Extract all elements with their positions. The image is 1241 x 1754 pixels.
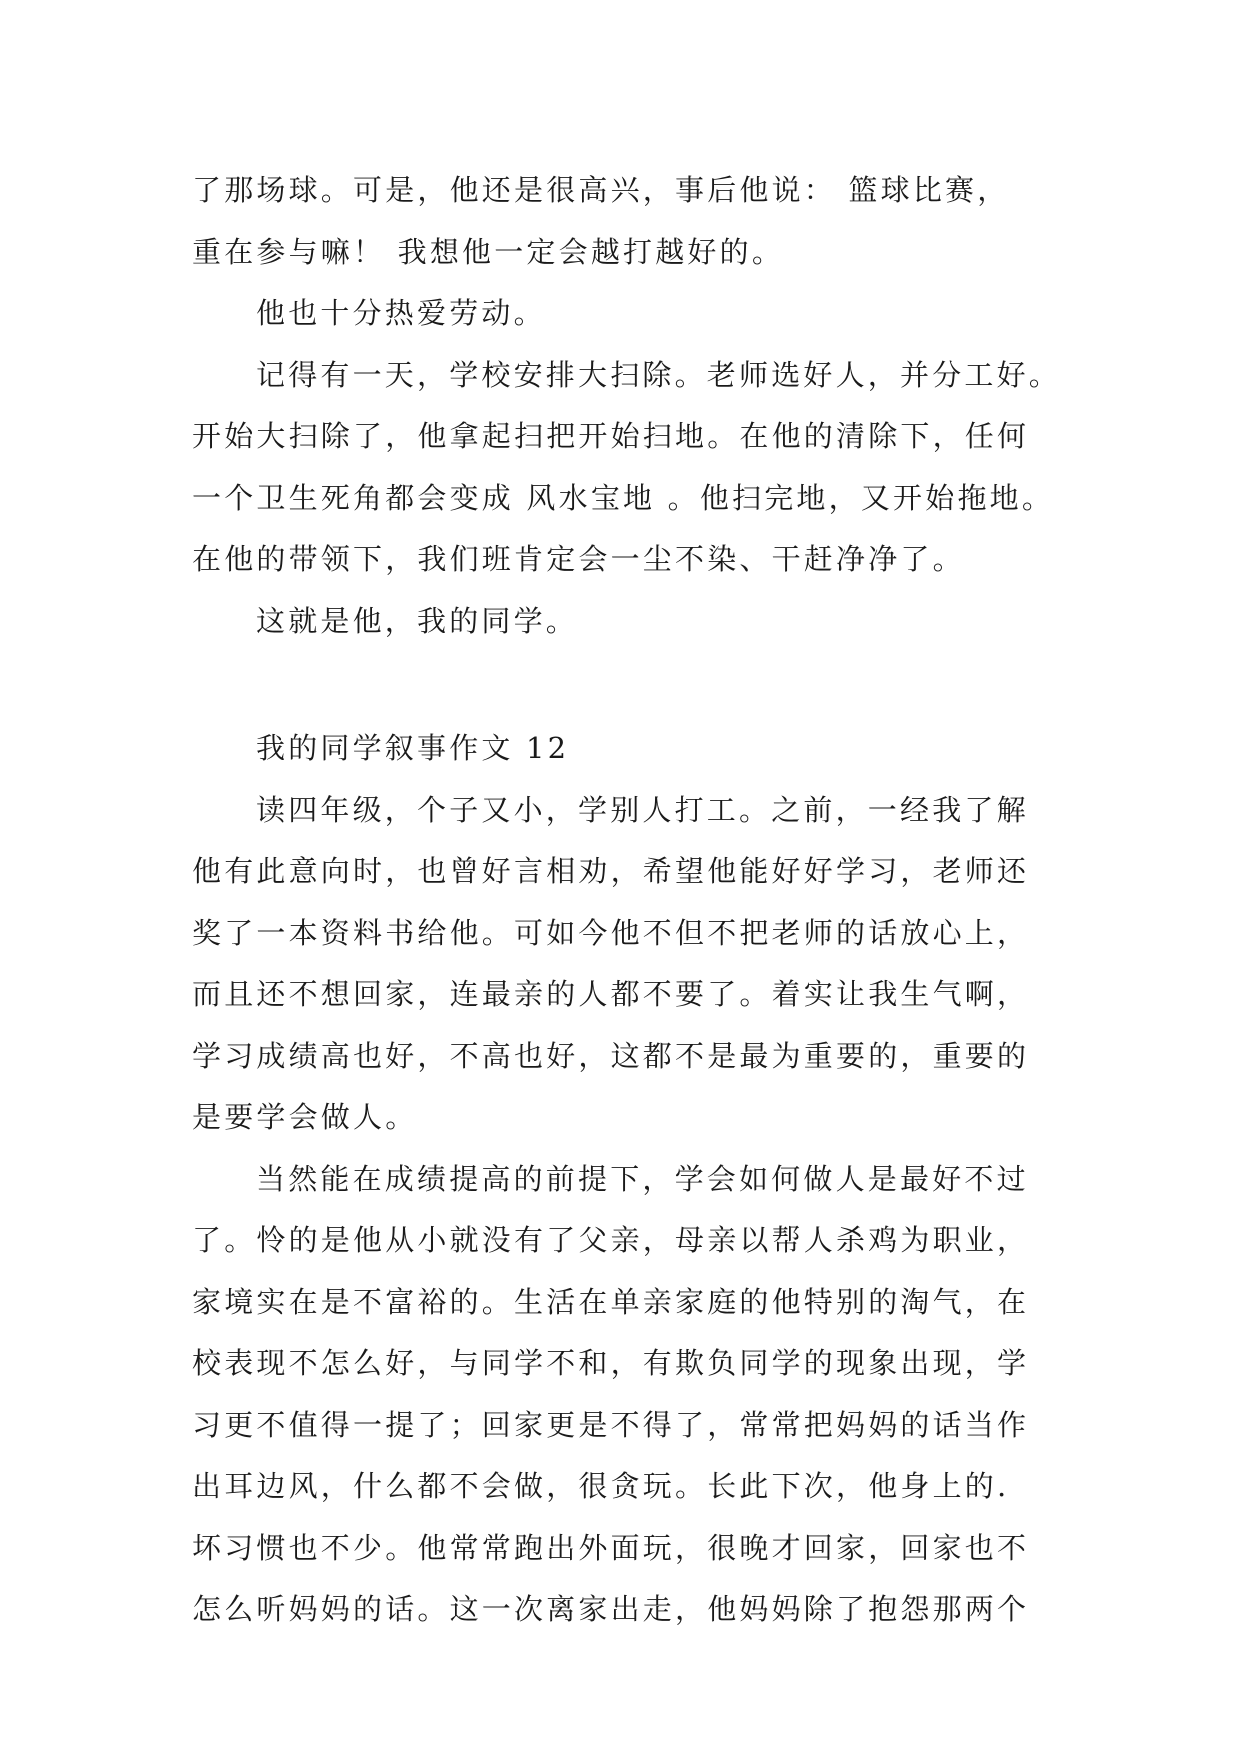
- text-line: 怎么听妈妈的话。这一次离家出走，他妈妈除了抱怨那两个: [192, 1592, 1030, 1626]
- text-line: 出耳边风，什么都不会做，很贪玩。长此下次，他身上的.: [192, 1469, 1010, 1503]
- text-line: 校表现不怎么好，与同学不和，有欺负同学的现象出现，学: [192, 1346, 1030, 1380]
- text-line: 家境实在是不富裕的。生活在单亲家庭的他特别的淘气，在: [192, 1284, 1030, 1319]
- text-line: 当然能在成绩提高的前提下，学会如何做人是最好不过: [256, 1161, 1029, 1196]
- text-line: 这就是他，我的同学。: [256, 603, 579, 638]
- text-line: 重在参与嘛！ 我想他一定会越打越好的。: [192, 234, 785, 269]
- text-line: 读四年级，个子又小，学别人打工。之前，一经我了解: [256, 792, 1029, 827]
- text-line: 他也十分热爱劳动。: [256, 296, 546, 330]
- text-line: 了。怜的是他从小就没有了父亲，母亲以帮人杀鸡为职业，: [192, 1223, 1030, 1257]
- text-line: 学习成绩高也好，不高也好，这都不是最为重要的，重要的: [192, 1038, 1030, 1073]
- text-line: 习更不值得一提了；回家更是不得了，常常把妈妈的话当作: [192, 1407, 1030, 1442]
- text-line: 他有此意向时，也曾好言相劝，希望他能好好学习，老师还: [192, 854, 1030, 888]
- text-line: 一个卫生死角都会变成 风水宝地 。他扫完地，又开始拖地。: [192, 480, 1055, 515]
- text-line: 坏习惯也不少。他常常跑出外面玩，很晚才回家，回家也不: [192, 1530, 1030, 1565]
- text-line: 了那场球。可是，他还是很高兴，事后他说： 篮球比赛，: [192, 173, 1010, 207]
- section-heading: 我的同学叙事作文 12: [256, 731, 570, 765]
- text-line: 记得有一天，学校安排大扫除。老师选好人，并分工好。: [256, 357, 1062, 392]
- text-line: 是要学会做人。: [192, 1100, 418, 1134]
- section-gap: [192, 652, 1062, 718]
- text-line: 在他的带领下，我们班肯定会一尘不染、干赶净净了。: [192, 542, 965, 576]
- document-body: [192, 160, 1062, 1641]
- text-line: 奖了一本资料书给他。可如今他不但不把老师的话放心上，: [192, 915, 1030, 950]
- text-line: 开始大扫除了，他拿起扫把开始扫地。在他的清除下，任何: [192, 419, 1030, 453]
- text-line: 而且还不想回家，连最亲的人都不要了。着实让我生气啊，: [192, 977, 1030, 1011]
